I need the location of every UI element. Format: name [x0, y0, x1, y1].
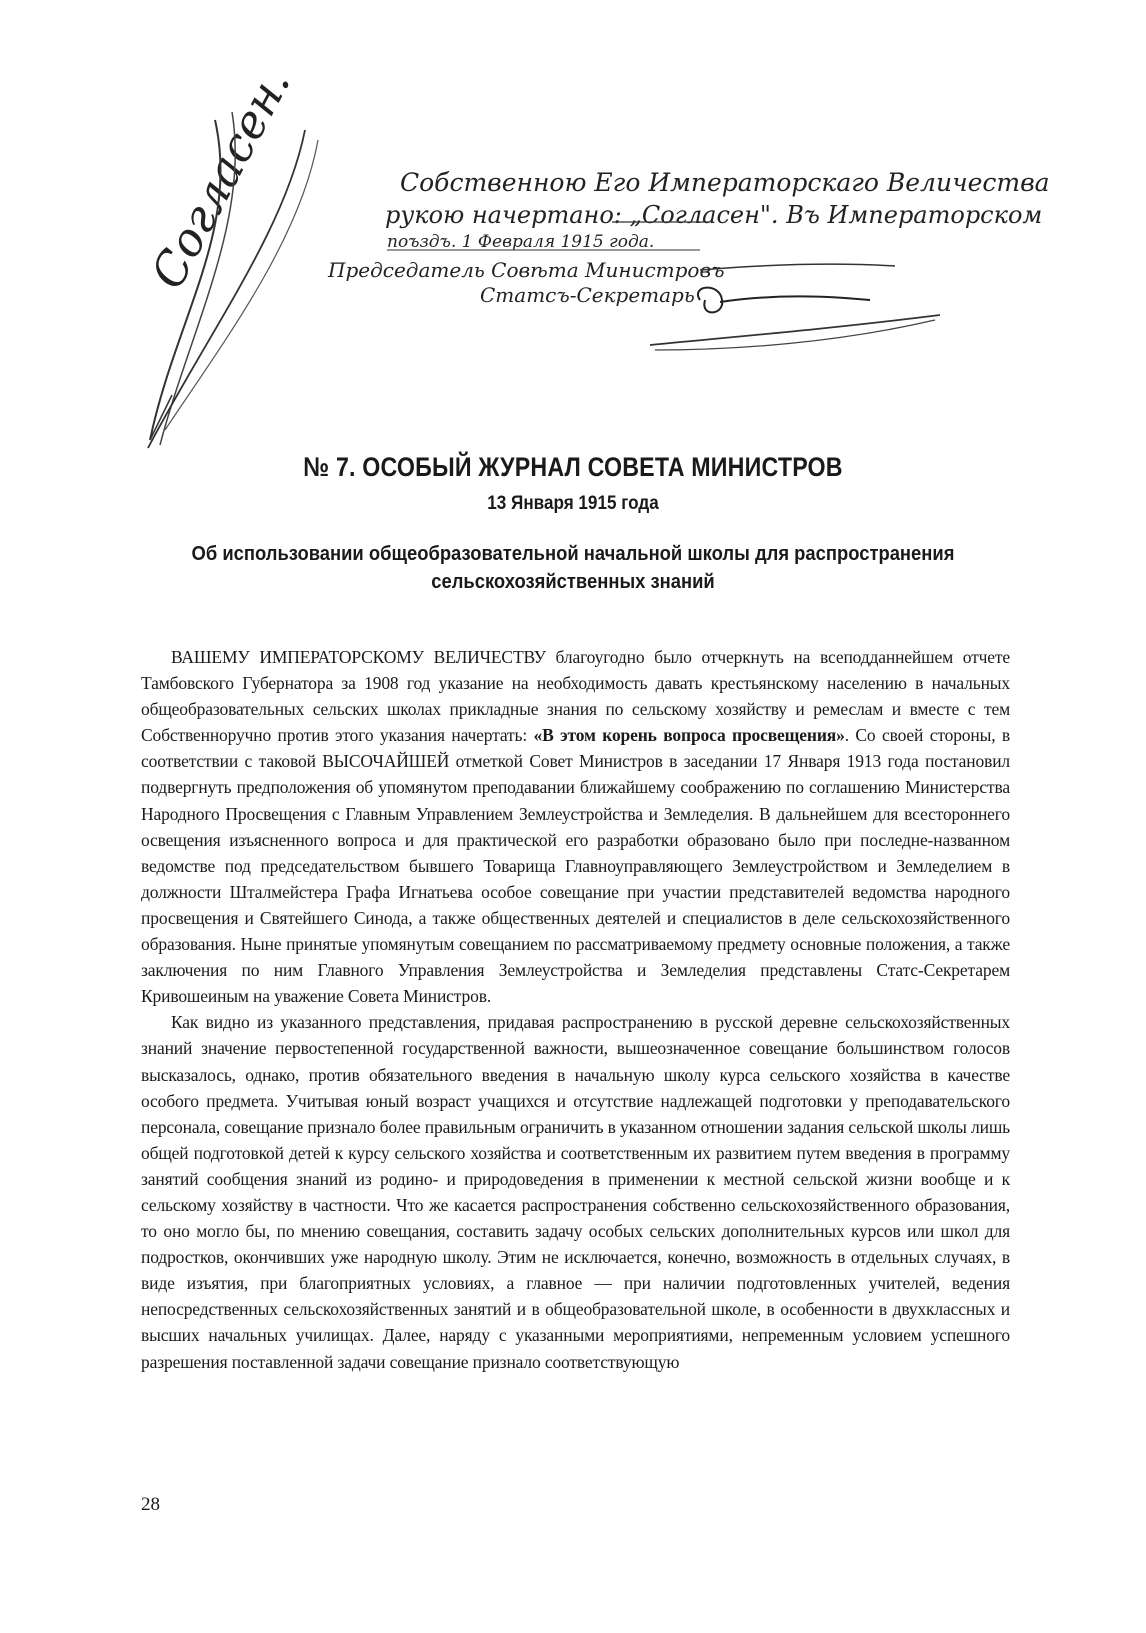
resolution-notation — [327, 168, 1050, 350]
paragraph-1-quote: «В этом корень вопроса просвещения» — [533, 725, 845, 746]
document-date: 13 Января 1915 года — [487, 493, 659, 514]
body-paragraph-1 — [141, 644, 1010, 1009]
resolution-line-3: поъздъ. 1 Февраля 1915 года. — [387, 232, 655, 252]
chairman-signature — [698, 288, 870, 313]
margin-signature-text: Согласен. — [140, 59, 301, 298]
handwritten-resolution — [0, 0, 1146, 460]
document-subject — [120, 540, 1026, 596]
document-subject-line-1: Об использовании общеобразовательной начальной школы для распространения — [191, 543, 955, 565]
page-number: 28 — [141, 1494, 160, 1515]
margin-resolution-signature — [140, 59, 318, 448]
resolution-line-4: Председатель Совѣта Министровъ — [328, 258, 725, 282]
resolution-line-2: рукою начертано: „Согласен". Въ Императорском — [385, 201, 1043, 229]
paragraph-1-text-before: ВАШЕМУ ИМПЕРАТОРСКОМУ ВЕЛИЧЕСТВУ благоугодно было отчеркнуть на всеподданнейшем отчете Тамбовского Губернатора за 1908 год указание на необходимость давать крестьянскому населению в начальных общеобразовательных сельских школах прикладные знания по сельскому хозяйству и ремеслам и вместе с тем Собственноручно против этого указания начертать: — [141, 647, 1010, 746]
paragraph-1-text-after: . Со своей стороны, в соответствии с таковой ВЫСОЧАЙШЕЙ отметкой Совет Министров в заседании 17 Января 1913 года постановил подвергнуть предположения об упомянутом преподавании ближайшему соображению по соглашению Министерства Народного Просвещения с Главным Управлением Землеустройства и Земледелия. В дальнейшем для всестороннего освещения изъясненного вопроса и для практической его разработки образовано было при последне-названном ведомстве под председательством бывшего Товарища Главноуправляющего Землеустройством и Земледелием в должности Шталмейстера Графа Игнатьева особое совещание при участии представителей ведомства народного просвещения и Святейшего Синода, а также общественных деятелей и специалистов в деле сельскохозяйственного образования. Ныне принятые упомянутым совещанием по рассматриваемому предмету основные положения, а также заключения по ним Главного Управления Землеустройства и Земледелия представлены Статс-Секретарем Кривошеиным на уважение Совета Министров. — [141, 725, 1011, 1007]
resolution-line-1: Собственною Его Императорскаго Величества — [400, 168, 1050, 197]
body-paragraph-2: Как видно из указанного представления, придавая распространению в русской деревне сельскохозяйственных знаний значение первостепенной государственной важности, вышеозначенное совещание большинством голосов высказалось, однако, против обязательного введения в начальную школу курса сельского хозяйства в качестве особого предмета. Учитывая юный возраст учащихся и отсутствие надлежащей подготовки у преподавательского персонала, совещание признало более правильным ограничить в указанном отношении задания сельской школы лишь общей подготовкой детей к курсу сельского хозяйства и соответственным их развитием путем введения в программу занятий сообщения знаний из родино- и природоведения в применении к местной сельской жизни вообще и к сельскому хозяйству в частности. Что же касается распространения собственно сельскохозяйственного образования, то оно могло бы, по мнению совещания, составить задачу особых сельских дополнительных курсов или школ для подростков, окончивших уже народную школу. Этим не исключается, конечно, возможность в отдельных случаях, в виде изъятия, при благоприятных условиях, а главное — при наличии подготовленных учителей, ведения непосредственных сельскохозяйственных занятий и в общеобразовательной школе, в особенности в двухклассных и высших начальных училищах. Далее, наряду с указанными мероприятиями, непременным условием успешного разрешения поставленной задачи совещание признало соответствующую — [141, 1012, 1010, 1372]
document-body — [141, 644, 1010, 1375]
document-subject-line-2: сельскохозяйственных знаний — [431, 571, 715, 593]
document-title: № 7. ОСОБЫЙ ЖУРНАЛ СОВЕТА МИНИСТРОВ — [303, 452, 843, 482]
resolution-line-5: Статсъ-Секретарь — [480, 283, 695, 307]
